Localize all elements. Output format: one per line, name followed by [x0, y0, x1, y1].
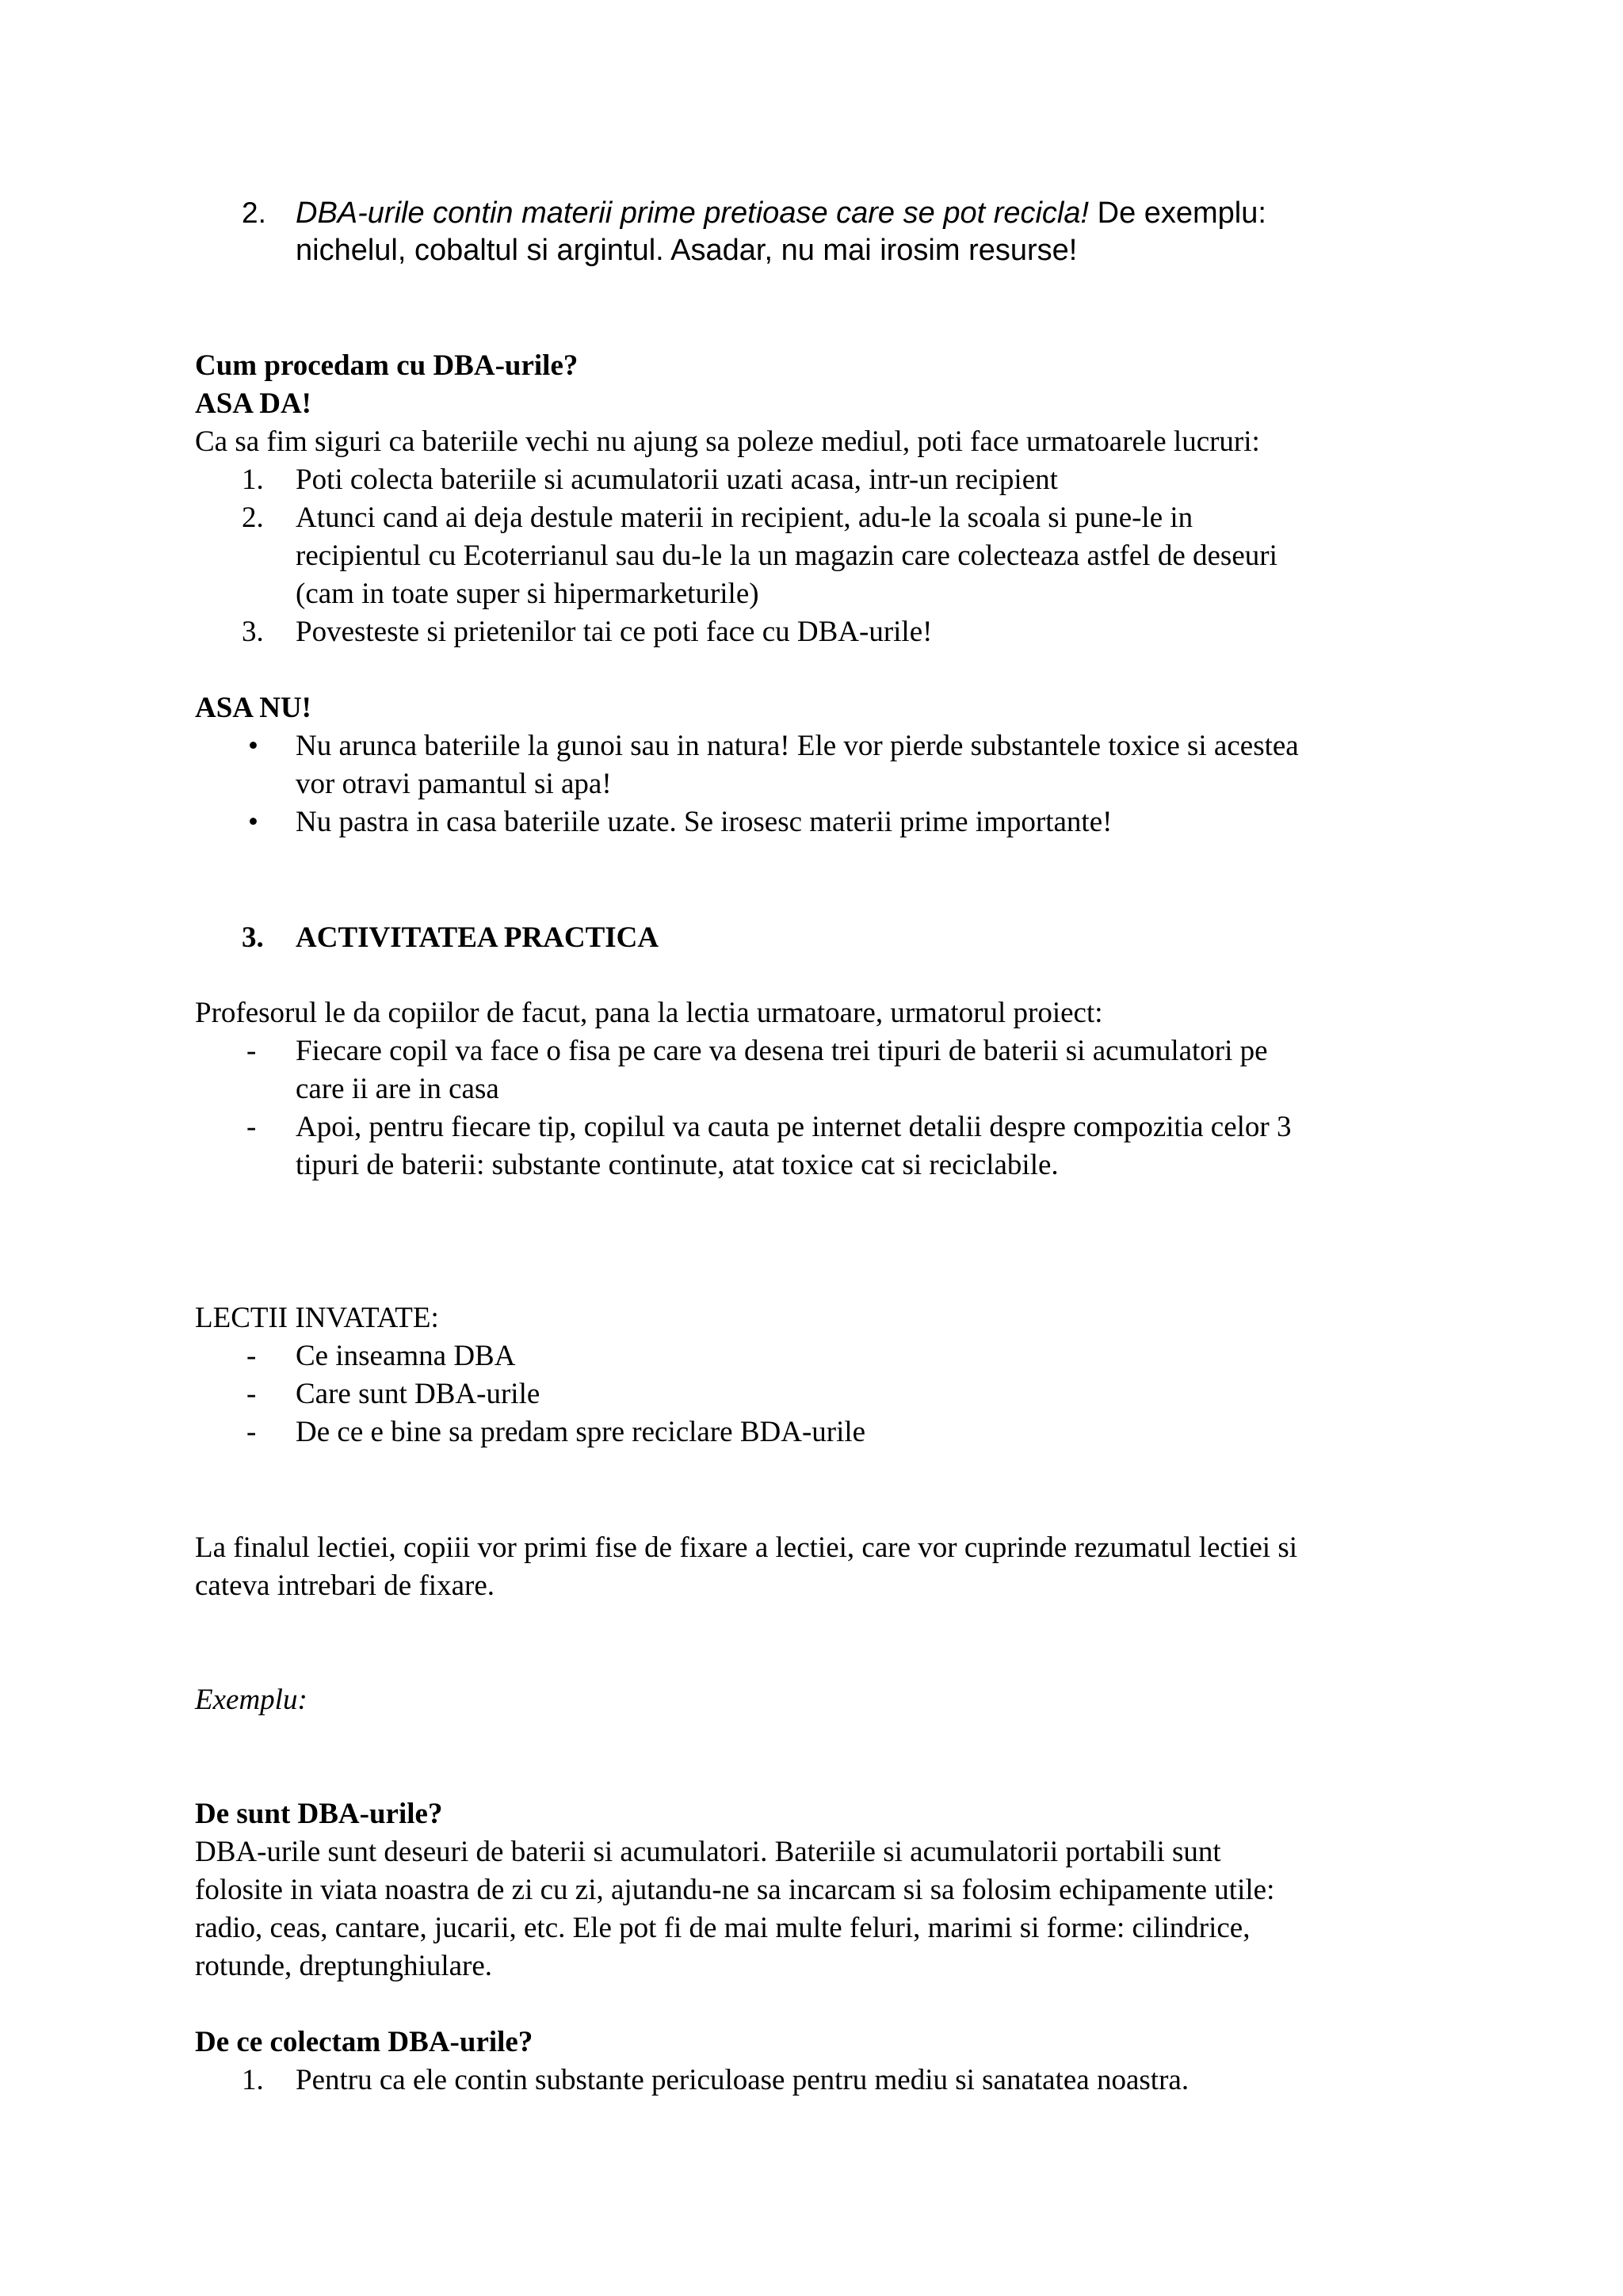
practical-intro: Profesorul le da copiilor de facut, pana la lectia urmatoare, urmatorul proiect:: [195, 997, 1103, 1029]
list-number: 3.: [242, 616, 264, 648]
why-heading: De ce colectam DBA-urile?: [195, 2026, 533, 2058]
what-line: DBA-urile sunt deseuri de baterii si acumulatori. Bateriile si acumulatorii portabili sunt: [195, 1836, 1221, 1868]
intro-item-italic: DBA-urile contin materii prime pretioase care se pot recicla!: [296, 196, 1090, 230]
no-heading: ASA NU!: [195, 692, 311, 724]
section-number: 3.: [242, 921, 264, 954]
bullet-icon: •: [248, 730, 258, 762]
list-item-text: vor otravi pamantul si apa!: [296, 768, 612, 800]
list-item-text: Povesteste si prietenilor tai ce poti face cu DBA-urile!: [296, 616, 933, 648]
dash-marker: -: [246, 1035, 257, 1067]
dash-marker: -: [246, 1111, 257, 1143]
list-item-text: care ii are in casa: [296, 1073, 499, 1105]
intro-item-line-1: [296, 194, 1266, 232]
list-item-text: De ce e bine sa predam spre reciclare BDA-urile: [296, 1416, 866, 1448]
list-item-text: Nu pastra in casa bateriile uzate. Se irosesc materii prime importante!: [296, 806, 1113, 838]
yes-heading: ASA DA!: [195, 387, 311, 420]
list-item-text: Apoi, pentru fiecare tip, copilul va cauta pe internet detalii despre compozitia celor 3: [296, 1111, 1292, 1143]
what-heading: De sunt DBA-urile?: [195, 1798, 443, 1830]
dash-marker: -: [246, 1340, 257, 1372]
list-item-text: recipientul cu Ecoterrianul sau du-le la un magazin care colecteaza astfel de deseuri: [296, 540, 1277, 572]
intro-item-rest: De exemplu:: [1089, 196, 1266, 230]
list-item-text: Ce inseamna DBA: [296, 1340, 516, 1372]
dash-marker: -: [246, 1378, 257, 1410]
list-item-text: Care sunt DBA-urile: [296, 1378, 540, 1410]
what-line: folosite in viata noastra de zi cu zi, ajutandu-ne sa incarcam si sa folosim echipamente utile:: [195, 1874, 1275, 1906]
list-number: 2.: [242, 502, 264, 534]
closing-line-2: cateva intrebari de fixare.: [195, 1569, 495, 1602]
list-item-text: Poti colecta bateriile si acumulatorii uzati acasa, intr-un recipient: [296, 463, 1058, 496]
bullet-icon: •: [248, 806, 258, 838]
list-item-text: Nu arunca bateriile la gunoi sau in natura! Ele vor pierde substantele toxice si acestea: [296, 730, 1299, 762]
dash-marker: -: [246, 1416, 257, 1448]
practical-heading: ACTIVITATEA PRACTICA: [296, 921, 659, 954]
closing-line-1: La finalul lectiei, copiii vor primi fise de fixare a lectiei, care vor cuprinde rezumatul lectiei si: [195, 1531, 1298, 1564]
example-label: Exemplu:: [195, 1684, 307, 1716]
what-line: radio, ceas, cantare, jucarii, etc. Ele pot fi de mai multe feluri, marimi si forme: cilindrice,: [195, 1912, 1251, 1944]
list-number: 2.: [242, 196, 266, 229]
list-item-text: Pentru ca ele contin substante periculoase pentru mediu si sanatatea noastra.: [296, 2064, 1190, 2096]
procedure-intro: Ca sa fim siguri ca bateriile vechi nu ajung sa poleze mediul, poti face urmatoarele lucruri:: [195, 425, 1260, 458]
what-line: rotunde, dreptunghiulare.: [195, 1950, 493, 1982]
list-item-text: tipuri de baterii: substante continute, atat toxice cat si reciclabile.: [296, 1149, 1059, 1181]
intro-item-line-2: nichelul, cobaltul si argintul. Asadar, nu mai irosim resurse!: [296, 234, 1078, 267]
list-item-text: (cam in toate super si hipermarketurile): [296, 578, 759, 610]
lessons-heading: LECTII INVATATE:: [195, 1302, 439, 1334]
list-item-text: Atunci cand ai deja destule materii in recipient, adu-le la scoala si pune-le in: [296, 502, 1193, 534]
list-number: 1.: [242, 2064, 264, 2096]
list-number: 1.: [242, 463, 264, 496]
procedure-heading: Cum procedam cu DBA-urile?: [195, 349, 579, 382]
list-item-text: Fiecare copil va face o fisa pe care va desena trei tipuri de baterii si acumulatori pe: [296, 1035, 1268, 1067]
